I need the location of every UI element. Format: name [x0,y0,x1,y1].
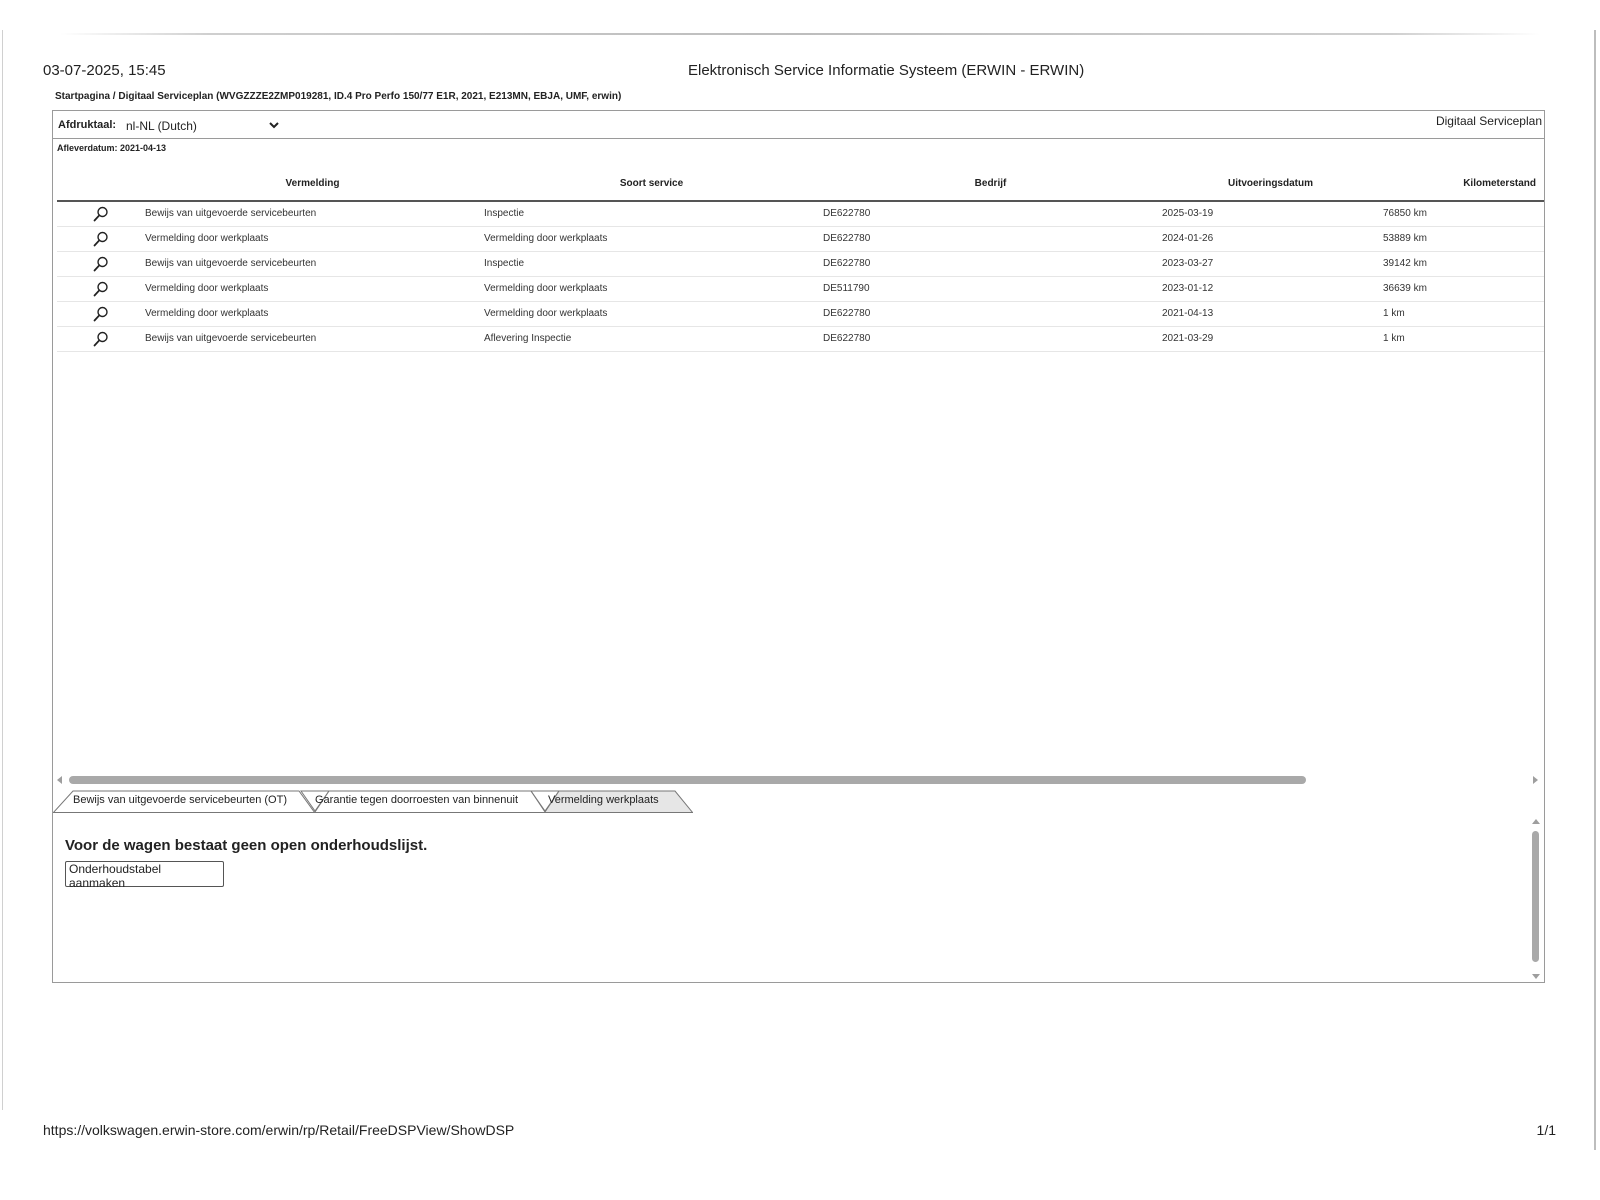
service-table [57,167,1544,352]
magnifier-icon[interactable] [92,330,110,348]
cell-bedrijf: DE622780 [821,326,1160,351]
row-action-cell [57,201,143,226]
header-soort-service[interactable]: Soort service [482,167,821,201]
cell-bedrijf: DE622780 [821,226,1160,251]
cell-soort-service: Inspectie [482,201,821,226]
cell-kilometerstand: 76850 km [1381,201,1544,226]
table-header-row [57,167,1544,201]
table-row[interactable] [57,251,1544,276]
cell-uitvoeringsdatum: 2021-04-13 [1160,301,1381,326]
breadcrumb[interactable]: Startpagina / Digitaal Serviceplan (WVGZZZE2ZMP019281, ID.4 Pro Perfo 150/77 E1R, 2021, E213MN, EBJA, UMF, erwin) [55,91,622,102]
magnifier-icon[interactable] [92,230,110,248]
cell-soort-service: Vermelding door werkplaats [482,226,821,251]
cell-kilometerstand: 1 km [1381,301,1544,326]
tab-servicebeurten[interactable]: Bewijs van uitgevoerde servicebeurten (OT) [73,794,287,806]
header-kilometerstand[interactable]: Kilometerstand [1381,167,1544,201]
header-vermelding[interactable]: Vermelding [143,167,482,201]
cell-bedrijf: DE511790 [821,276,1160,301]
cell-kilometerstand: 39142 km [1381,251,1544,276]
plan-title: Digitaal Serviceplan [1435,114,1542,128]
cell-soort-service: Aflevering Inspectie [482,326,821,351]
cell-kilometerstand: 53889 km [1381,226,1544,251]
tab-doorroesten[interactable]: Garantie tegen doorroesten van binnenuit [315,794,519,806]
cell-bedrijf: DE622780 [821,301,1160,326]
magnifier-icon[interactable] [92,205,110,223]
row-action-cell [57,251,143,276]
header-bedrijf[interactable]: Bedrijf [821,167,1160,201]
chevron-down-icon [267,118,281,132]
service-plan-frame [52,110,1545,983]
print-datetime: 03-07-2025, 15:45 [43,62,166,79]
header-uitvoeringsdatum[interactable]: Uitvoeringsdatum [1160,167,1381,201]
scan-edge-left [2,30,3,1110]
scroll-left-icon[interactable] [57,776,62,784]
scan-edge-top [60,33,1540,35]
table-row[interactable] [57,226,1544,251]
vertical-scroll-thumb[interactable] [1532,831,1539,962]
cell-uitvoeringsdatum: 2023-01-12 [1160,276,1381,301]
maintenance-panel [53,817,1544,983]
horizontal-scroll-thumb[interactable] [69,776,1306,784]
system-title: Elektronisch Service Informatie Systeem (ERWIN - ERWIN) [688,62,1085,79]
horizontal-scrollbar[interactable] [53,773,1544,789]
magnifier-icon[interactable] [92,305,110,323]
page-number: 1/1 [1536,1122,1556,1138]
cell-soort-service: Vermelding door werkplaats [482,276,821,301]
vertical-scrollbar[interactable] [1530,817,1542,981]
cell-soort-service: Inspectie [482,251,821,276]
cell-vermelding: Bewijs van uitgevoerde servicebeurten [143,251,482,276]
cell-soort-service: Vermelding door werkplaats [482,301,821,326]
create-maintenance-table-button[interactable]: Onderhoudstabel aanmaken [65,861,224,887]
row-action-cell [57,301,143,326]
language-select[interactable] [115,113,283,137]
table-row[interactable] [57,201,1544,226]
magnifier-icon[interactable] [92,255,110,273]
cell-uitvoeringsdatum: 2023-03-27 [1160,251,1381,276]
magnifier-icon[interactable] [92,280,110,298]
scroll-down-icon[interactable] [1532,974,1540,979]
cell-kilometerstand: 36639 km [1381,276,1544,301]
cell-vermelding: Bewijs van uitgevoerde servicebeurten [143,326,482,351]
scroll-right-icon[interactable] [1533,776,1538,784]
no-maintenance-message: Voor de wagen bestaat geen open onderhoudslijst. [65,837,428,854]
delivery-date: Afleverdatum: 2021-04-13 [57,143,167,153]
table-row[interactable] [57,276,1544,301]
cell-kilometerstand: 1 km [1381,326,1544,351]
row-action-cell [57,326,143,351]
header-icon-column [57,167,143,201]
cell-vermelding: Vermelding door werkplaats [143,226,482,251]
service-table-area [57,167,1544,467]
cell-bedrijf: DE622780 [821,201,1160,226]
row-action-cell [57,226,143,251]
row-action-cell [57,276,143,301]
cell-vermelding: Bewijs van uitgevoerde servicebeurten [143,201,482,226]
tab-vermelding-werkplaats[interactable]: Vermelding werkplaats [548,794,659,806]
language-value: nl-NL (Dutch) [126,119,197,133]
table-row[interactable] [57,326,1544,351]
tab-bar [53,789,693,813]
cell-uitvoeringsdatum: 2024-01-26 [1160,226,1381,251]
footer-url: https://volkswagen.erwin-store.com/erwin/rp/Retail/FreeDSPView/ShowDSP [43,1122,515,1138]
cell-uitvoeringsdatum: 2025-03-19 [1160,201,1381,226]
table-row[interactable] [57,301,1544,326]
language-label: Afdruktaal: [58,119,117,131]
toolbar [53,111,1544,139]
cell-vermelding: Vermelding door werkplaats [143,276,482,301]
cell-uitvoeringsdatum: 2021-03-29 [1160,326,1381,351]
cell-bedrijf: DE622780 [821,251,1160,276]
scroll-up-icon[interactable] [1532,819,1540,824]
scan-edge-right [1594,30,1596,1150]
cell-vermelding: Vermelding door werkplaats [143,301,482,326]
